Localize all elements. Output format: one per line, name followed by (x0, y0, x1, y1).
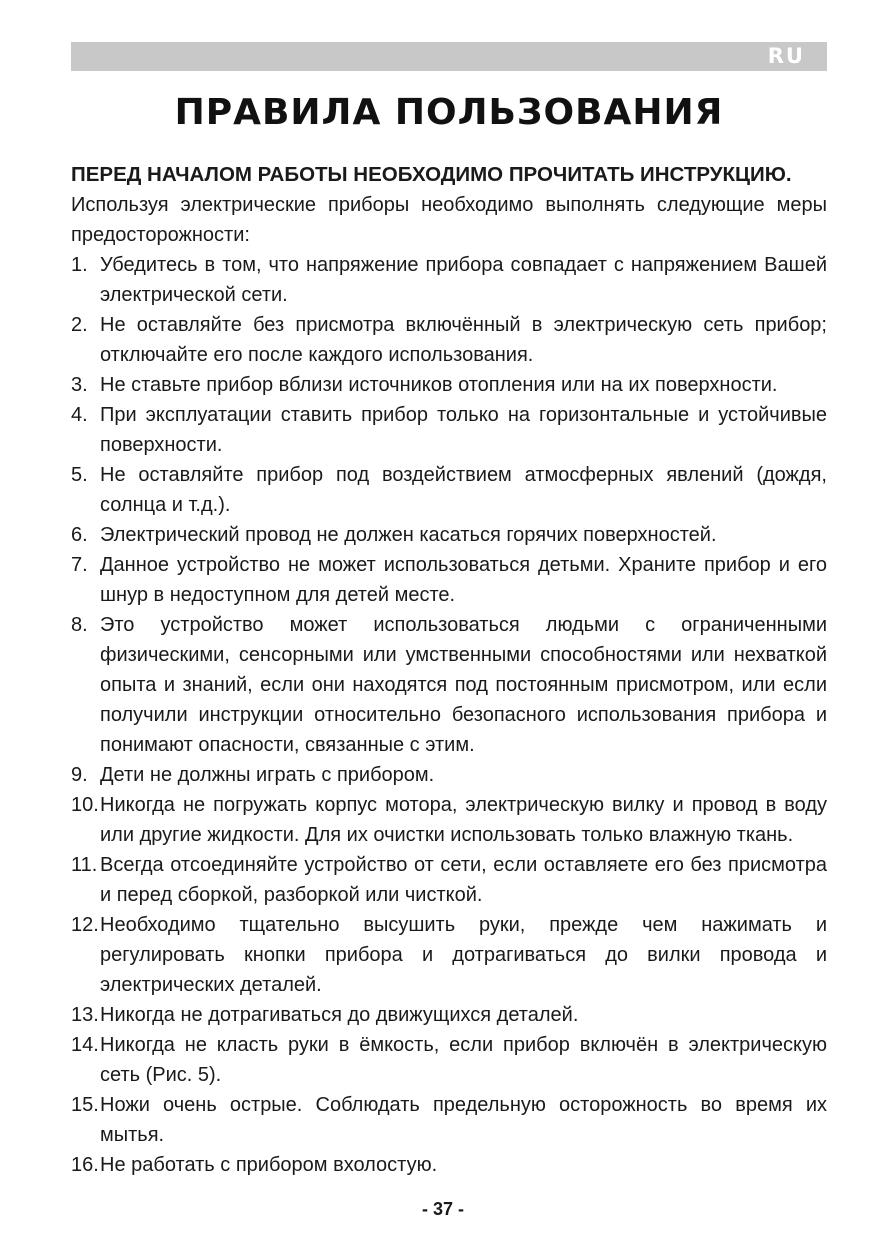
rule-text: Всегда отсоединяйте устройство от сети, если оставляете его без присмотра и перед сборкой, разборкой или чисткой. (100, 854, 827, 906)
rule-text: Не работать с прибором вхолостую. (100, 1154, 438, 1176)
rule-text: Не оставляйте прибор под воздействием атмосферных явлений (дождя, солнца и т.д.). (100, 464, 827, 516)
rule-item (71, 760, 827, 790)
rule-text: Никогда не дотрагиваться до движущихся деталей. (100, 1004, 579, 1026)
safety-rules-list (71, 250, 827, 1180)
rule-number: 15. (71, 1094, 99, 1116)
rule-item (71, 910, 827, 1000)
rule-number: 5. (71, 464, 88, 486)
document-body (71, 160, 827, 1180)
rule-number: 7. (71, 554, 88, 576)
page-number: - 37 - (421, 1199, 464, 1219)
rule-number: 12. (71, 914, 99, 936)
rule-item (71, 1000, 827, 1030)
rule-item (71, 460, 827, 520)
rule-text: Никогда не класть руки в ёмкость, если прибор включён в электрическую сеть (Рис. 5). (100, 1034, 827, 1086)
rule-text: Данное устройство не может использоваться детьми. Храните прибор и его шнур в недоступном для детей месте. (100, 554, 827, 606)
rule-item (71, 370, 827, 400)
rule-text: Необходимо тщательно высушить руки, прежде чем нажимать и регулировать кнопки прибора и дотрагиваться до вилки провода и электрических деталей. (100, 914, 827, 996)
warning-subheading: ПЕРЕД НАЧАЛОМ РАБОТЫ НЕОБХОДИМО ПРОЧИТАТЬ ИНСТРУКЦИЮ. (71, 163, 792, 186)
rule-item (71, 250, 827, 310)
rule-text: Не ставьте прибор вблизи источников отопления или на их поверхности. (100, 374, 778, 396)
rule-number: 3. (71, 374, 88, 396)
rule-number: 8. (71, 614, 88, 636)
rule-text: Ножи очень острые. Соблюдать предельную осторожность во время их мытья. (100, 1094, 827, 1146)
rule-number: 1. (71, 254, 88, 276)
rule-number: 11. (71, 854, 98, 876)
rule-number: 13. (71, 1004, 99, 1026)
intro-paragraph: Используя электрические приборы необходимо выполнять следующие меры предосторожности: (71, 194, 827, 246)
rule-item (71, 1030, 827, 1090)
rule-text: Никогда не погружать корпус мотора, электрическую вилку и провод в воду или другие жидкости. Для их очистки использовать только влажную ткань. (100, 794, 827, 846)
rule-text: Дети не должны играть с прибором. (100, 764, 435, 786)
rule-item (71, 550, 827, 610)
rule-item (71, 850, 827, 910)
rule-number: 16. (71, 1154, 99, 1176)
rule-number: 9. (71, 764, 88, 786)
rule-text: Не оставляйте без присмотра включённый в электрическую сеть прибор; отключайте его после каждого использования. (100, 314, 827, 366)
rule-number: 14. (71, 1034, 99, 1056)
rule-text: Электрический провод не должен касаться горячих поверхностей. (100, 524, 717, 546)
rule-number: 4. (71, 404, 88, 426)
rule-number: 6. (71, 524, 88, 546)
rule-item (71, 610, 827, 760)
rule-text: При эксплуатации ставить прибор только на горизонтальные и устойчивые поверхности. (100, 404, 827, 456)
rule-item (71, 1090, 827, 1150)
rule-text: Убедитесь в том, что напряжение прибора совпадает с напряжением Вашей электрической сети. (100, 254, 827, 306)
rule-item (71, 400, 827, 460)
page-title: ПРАВИЛА ПОЛЬЗОВАНИЯ (174, 92, 724, 133)
rule-number: 10. (71, 794, 99, 816)
rule-text: Это устройство может использоваться людьми с ограниченными физическими, сенсорными или умственными способностями или нехваткой опыта и знаний, если они находятся под постоянным присмотром, или если получили инструкции относительно безопасного использования прибора и понимают опасности, связанные с этим. (100, 614, 827, 756)
rule-item (71, 790, 827, 850)
language-code: RU (767, 44, 805, 68)
language-bar (71, 42, 827, 71)
rule-number: 2. (71, 314, 88, 336)
rule-item (71, 1150, 827, 1180)
rule-item (71, 310, 827, 370)
rule-item (71, 520, 827, 550)
